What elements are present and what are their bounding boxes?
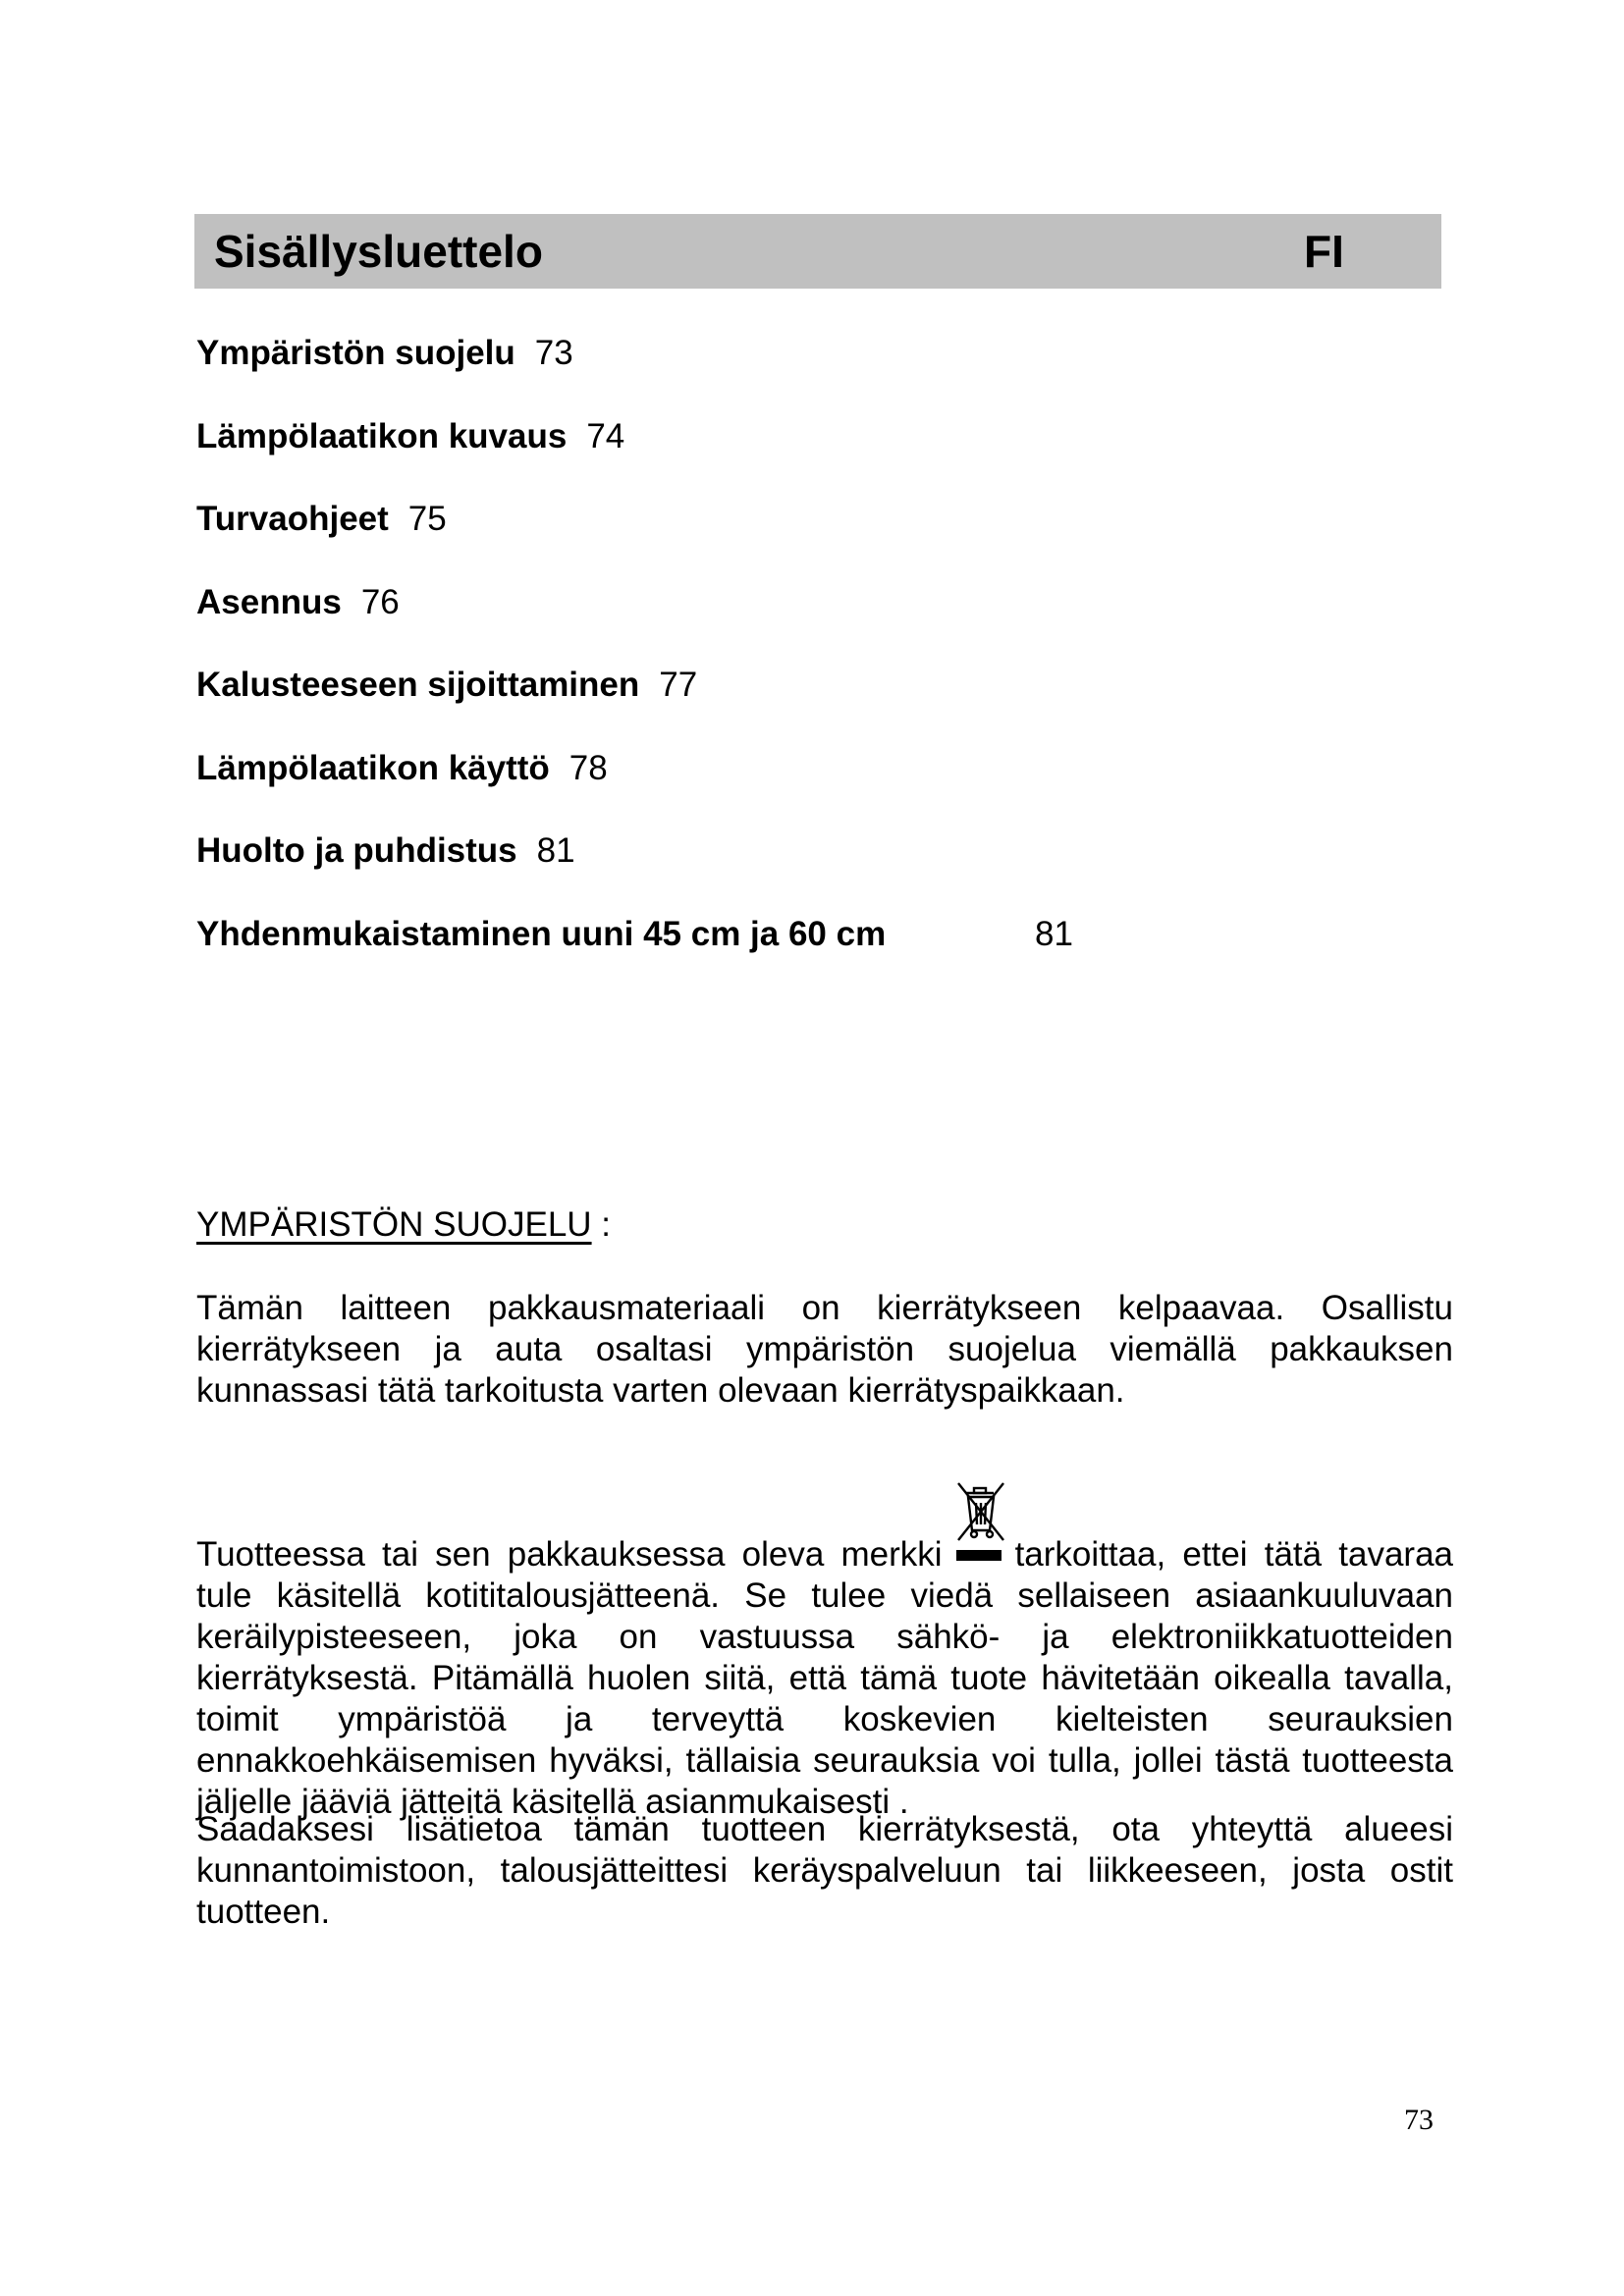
toc-entry-title: Kalusteeseen sijoittaminen xyxy=(196,666,640,704)
toc-entry-title: Huolto ja puhdistus xyxy=(196,831,517,870)
toc-entry-title: Turvaohjeet xyxy=(196,500,389,538)
weee-paragraph xyxy=(196,1519,1453,1823)
toc-entry-title: Asennus xyxy=(196,583,342,621)
toc-entry-fitting[interactable] xyxy=(196,662,697,709)
page-number: 73 xyxy=(1404,2104,1434,2136)
toc-entry-safety[interactable] xyxy=(196,496,447,543)
toc-entry-page: 78 xyxy=(568,749,608,787)
toc-header-bar xyxy=(194,214,1441,289)
toc-entry-page: 74 xyxy=(586,417,625,455)
weee-text-after: tarkoittaa, ettei tätä tavaraa tule käsitellä kotititalousjätteenä. Se tulee viedä sellaiseen asiaankuuluvaan keräilypisteeseen, joka on vastuussa sähkö- ja elektroniikkatuotteiden kierrätyksestä. Pitämällä huolen siitä, että tämä tuote hävitetään oikealla tavalla, toimit ympäristöä ja terveyttä koskevien kielteisten seurauksien ennakkoehkäisemisen hyväksi, tällaisia seurauksia voi tulla, jollei tästä tuotteesta jäljelle jääviä jätteitä käsitellä asianmukaisesti . xyxy=(196,1535,1453,1821)
toc-entry-usage[interactable] xyxy=(196,745,608,792)
toc-entry-page: 76 xyxy=(360,583,400,621)
toc-entry-environment[interactable] xyxy=(196,330,573,377)
crossed-out-bin-icon xyxy=(950,1519,1007,1570)
toc-entry-page: 77 xyxy=(659,666,698,704)
toc-entry-page: 81 xyxy=(536,831,575,870)
toc-entry-title: Ympäristön suojelu xyxy=(196,334,515,372)
packaging-paragraph: Tämän laitteen pakkausmateriaali on kierrätykseen kelpaavaa. Osallistu kierrätykseen ja auta osaltasi ympäristön suojelua viemällä pakkauksen kunnassasi tätä tarkoitusta varten olevaan kierrätyspaikkaan. xyxy=(196,1289,1453,1410)
language-code: FI xyxy=(1304,226,1344,277)
toc-entry-page: 75 xyxy=(407,500,447,538)
toc-entry-title: Yhdenmukaistaminen uuni 45 cm ja 60 cm xyxy=(196,915,887,953)
more-info-paragraph: Saadaksesi lisätietoa tämän tuotteen kierrätyksestä, ota yhteyttä alueesi kunnantoimistoon, talousjätteittesi keräyspalveluun tai liikkeeseen, josta ostit tuotteen. xyxy=(196,1810,1453,1931)
toc-heading: Sisällysluettelo xyxy=(214,226,543,277)
section-heading-text: YMPÄRISTÖN SUOJELU xyxy=(196,1205,592,1244)
toc-entry-installation[interactable] xyxy=(196,579,400,626)
toc-entry-page: 81 xyxy=(1035,915,1073,953)
weee-text-before: Tuotteessa tai sen pakkauksessa oleva merkki xyxy=(196,1535,943,1574)
toc-entry-compatibility[interactable] xyxy=(196,911,1178,958)
toc-entry-title: Lämpölaatikon kuvaus xyxy=(196,417,568,455)
section-heading-colon: : xyxy=(591,1205,612,1244)
toc-entry-title: Lämpölaatikon käyttö xyxy=(196,749,550,787)
toc-entry-description[interactable] xyxy=(196,413,624,460)
toc-entry-page: 73 xyxy=(534,334,573,372)
toc-entry-maintenance[interactable] xyxy=(196,828,575,875)
section-heading xyxy=(196,1201,611,1249)
